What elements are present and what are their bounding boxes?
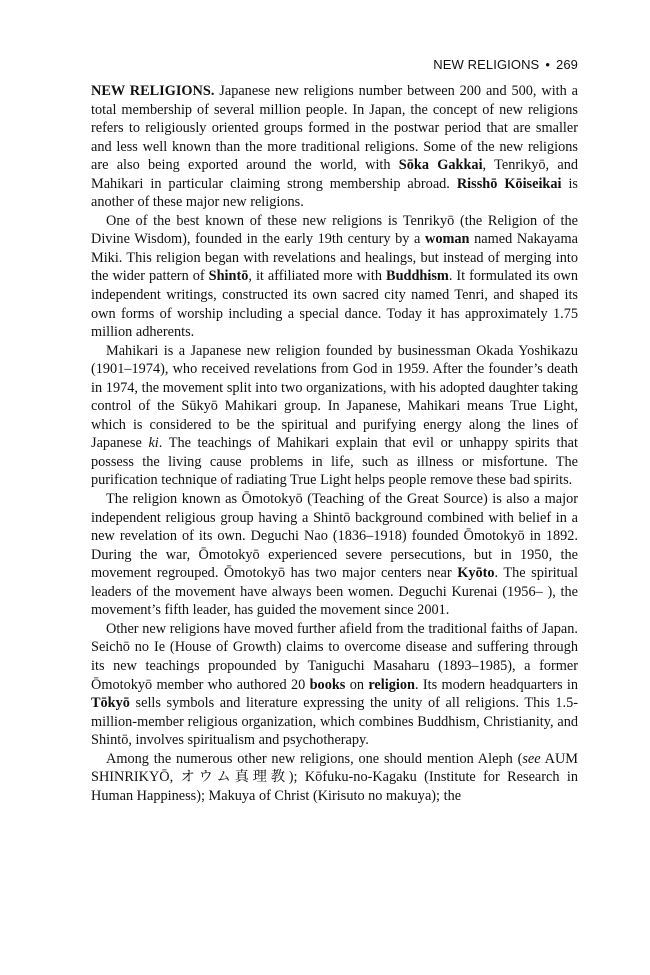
paragraph-5	[91, 620, 578, 750]
cross-reference: Shintō	[208, 268, 249, 285]
running-head-separator: •	[545, 57, 550, 72]
entry-body	[91, 82, 578, 805]
text-run: Other new religions have moved further afield from the traditional faiths of Japan. Seichō no Ie (House of Growth) claims to overcome disease and suffering through its new teachings propounded by Taniguchi Masaharu (1893–1985), a former Ōmotokyō member who authored 20	[91, 620, 578, 693]
text-run: . Its modern headquarters in	[414, 676, 578, 693]
cross-reference: Sōka Gakkai	[398, 157, 483, 174]
paragraph-3	[91, 342, 578, 490]
page-number: 269	[556, 57, 578, 72]
entry-headword: NEW RELIGIONS.	[91, 83, 215, 99]
running-head-title: NEW RELIGIONS	[433, 57, 540, 72]
italic-term: see	[522, 750, 541, 767]
text-run: is another of these major new religions.	[91, 175, 578, 211]
text-run: , it affiliated more with	[248, 268, 387, 285]
cross-reference: religion	[368, 676, 415, 693]
text-run: . It formulated its own independent writings, constructed its own sacred city named Tenri, and shaped its own forms of worship including a special dance. Today it has approximately 1.75 million adherents.	[91, 268, 578, 341]
paragraph-4	[91, 490, 578, 620]
cross-reference: Kyōto	[457, 565, 495, 582]
paragraph-2	[91, 212, 578, 342]
text-run: One of the best known of these new religions is Tenrikyō (the Religion of the Divine Wisdom), founded in the early 19th century by a	[91, 212, 578, 248]
text-run: sells symbols and literature expressing the unity of all religions. This 1.5-million-member religious organization, which combines Buddhism, Christianity, and Shintō, involves spiritualism and psychotherapy.	[91, 695, 578, 749]
text-run: Among the numerous other new religions, one should mention Aleph (	[106, 750, 523, 767]
text-run: on	[345, 676, 369, 693]
cross-reference: woman	[425, 231, 470, 248]
cross-reference: Buddhism	[386, 268, 449, 285]
text-run: . The teachings of Mahikari explain that evil or unhappy spirits that possess the living cause problems in life, such as illness or misfortune. The purification technique of radiating True Light helps people remove these bad spirits.	[91, 435, 578, 489]
text-run: AUM SHINRIKYŌ, オウム真理教); Kōfuku-no-Kagaku (Institute for Research in Human Happiness); Makuya of Christ (Kirisuto no makuya); the	[91, 750, 578, 804]
cross-reference: Tōkyō	[91, 695, 130, 712]
paragraph-1	[91, 82, 578, 212]
running-head	[433, 57, 578, 72]
text-run: The religion known as Ōmotokyō (Teaching of the Great Source) is also a major independent religious group having a Shintō background combined with belief in a new revelation of its own. Deguchi Nao (1836–1918) founded Ōmotokyō in 1892. During the war, Ōmotokyō experienced severe persecutions, but in 1950, the movement regrouped. Ōmotokyō has two major centers near	[91, 491, 578, 582]
paragraph-6	[91, 750, 578, 806]
text-run: Mahikari is a Japanese new religion founded by businessman Okada Yoshikazu (1901–1974), who received revelations from God in 1959. After the founder’s death in 1974, the movement split into two organizations, with his adopted daughter taking control of the Sūkyō Mahikari group. In Japanese, Mahikari means True Light, which is considered to be the spiritual and purifying energy along the lines of Japanese	[91, 342, 578, 452]
text-run: named Nakayama Miki. This religion began with revelations and healings, but instead of merging into the wider pattern of	[91, 231, 578, 285]
text-run: . The spiritual leaders of the movement have always been women. Deguchi Kurenai (1956– ), the movement’s fifth leader, has guided the movement since 2001.	[91, 565, 578, 619]
text-run: Japanese new religions number between 200 and 500, with a total membership of several million people. In Japan, the concept of new religions refers to religiously oriented groups formed in the postwar period that are smaller and less well known than the more traditional religions. Some of the new religions are also being exported around the world, with	[91, 83, 579, 174]
text-run: , Tenrikyō, and Mahikari in particular claiming strong membership abroad.	[91, 157, 578, 192]
cross-reference: Risshō Kōiseikai	[456, 175, 562, 192]
italic-term: ki	[148, 435, 159, 452]
cross-reference: books	[309, 676, 346, 693]
